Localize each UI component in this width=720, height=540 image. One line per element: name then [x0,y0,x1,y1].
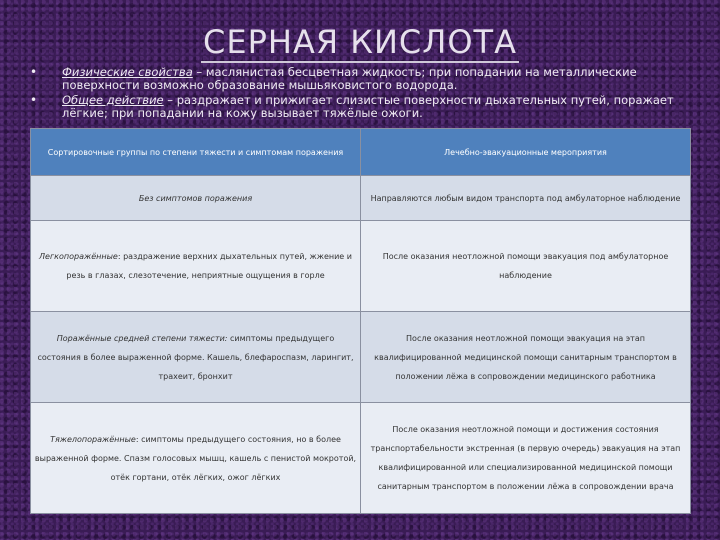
group-text: : раздражение верхних дыхательных путей, жжение и резь в глазах, слезотечение, неприятные ощущения в горле [66,252,352,280]
group-cell [31,403,361,514]
group-term: Без симптомов поражения [138,193,253,203]
bullet-icon: • [30,65,38,79]
table-header-row [31,129,691,176]
header-cell-measures: Лечебно-эвакуационные мероприятия [361,129,691,176]
bullet-text: – раздражает и прижигает слизистые поверхности дыхательных путей, поражает лёгкие; при попадании на кожу вызывает тяжёлые ожоги. [62,93,674,120]
slide-title: СЕРНАЯ КИСЛОТА [203,23,517,61]
group-text: : симптомы предыдущего состояния, но в более выраженной форме. Спазм голосовых мышц, кашель с пенистой мокротой, отёк гортани, отёк лёгких, ожог лёгких [34,434,357,482]
group-text: симптомы предыдущего состояния в более выраженной форме. Кашель, блефароспазм, ларингит, трахеит, бронхит [37,333,354,381]
group-term: Поражённые средней степени тяжести: [56,333,228,343]
group-cell [31,221,361,312]
table-row [31,221,691,312]
header-cell-groups: Сортировочные группы по степени тяжести и симптомам поражения [31,129,361,176]
table-row [31,312,691,403]
bullet-term: Физические свойства [62,65,193,79]
bullet-general-action [30,93,700,120]
action-cell: После оказания неотложной помощи эвакуация на этап квалифицированной медицинской помощи санитарным транспортом в положении лёжа в сопровождении медицинского работника [361,312,691,403]
bullet-icon: • [30,93,38,107]
bullet-physical-properties [30,65,700,92]
action-cell: Направляются любым видом транспорта под амбулаторное наблюдение [361,176,691,221]
bullet-term: Общее действие [62,93,164,107]
triage-table [30,128,691,514]
action-cell: После оказания неотложной помощи и достижения состояния транспортабельности экстренная (в первую очередь) эвакуация на этап квалифицированной или специализированной медицинской помощи санитарным транспортом в положении лёжа в сопровождении врача [361,403,691,514]
group-cell [31,312,361,403]
table-row [31,403,691,514]
group-cell [31,176,361,221]
bullet-text: – маслянистая бесцветная жидкость; при попадании на металлические поверхности возможно образование мышьяковистого водорода. [62,65,637,92]
table-row [31,176,691,221]
group-term: Легкопоражённые [39,252,118,261]
bullet-list [30,65,700,122]
action-cell: После оказания неотложной помощи эвакуация под амбулаторное наблюдение [361,221,691,312]
group-term: Тяжелопоражённые [50,434,136,444]
